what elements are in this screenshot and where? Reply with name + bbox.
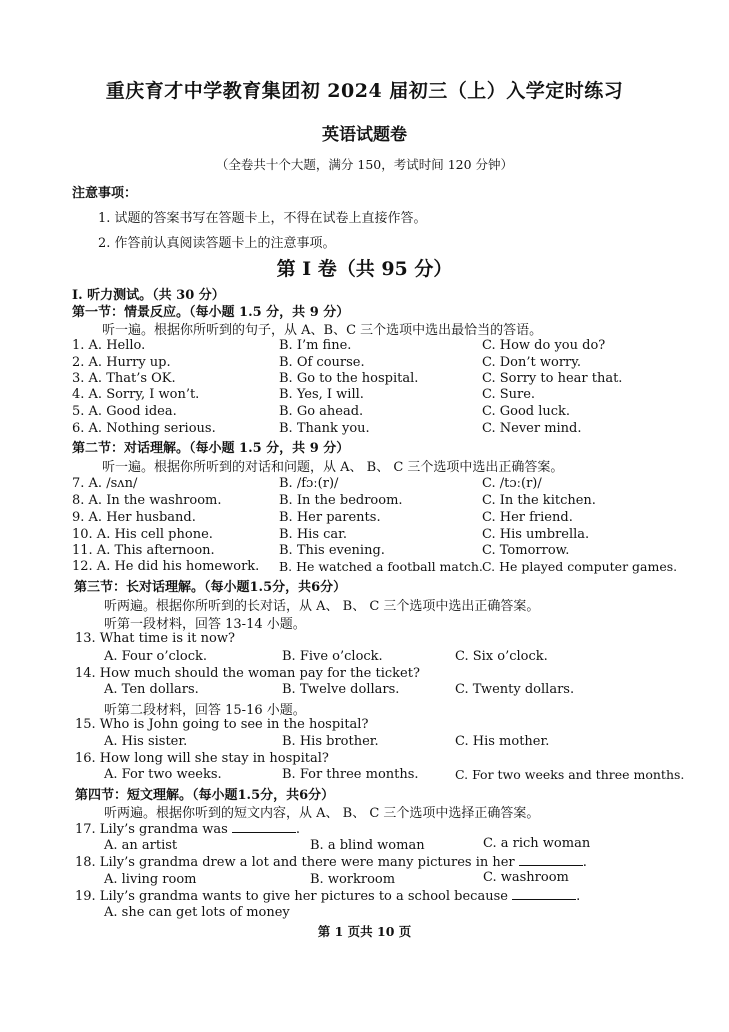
- s3-title: 第三节：长对话理解。（每小题1.5分，共6分）: [74, 580, 347, 595]
- option-b: B. Go to the hospital.: [279, 371, 419, 386]
- notice-item: 1. 试题的答案书写在答题卡上，不得在试卷上直接作答。: [98, 211, 427, 226]
- option-c: C. Six o’clock.: [455, 649, 548, 664]
- question-stem: 14. How much should the woman pay for the ticket?: [75, 666, 420, 681]
- option-b: B. Her parents.: [279, 510, 381, 525]
- option-b: B. In the bedroom.: [279, 493, 403, 508]
- option-c: C. He played computer games.: [482, 559, 678, 574]
- option-b: B. Five o’clock.: [282, 649, 383, 664]
- option-a: 5. A. Good idea.: [72, 404, 177, 419]
- option-c: C. In the kitchen.: [482, 493, 596, 508]
- option-a: 7. A. /sʌn/: [72, 476, 138, 491]
- option-a: A. living room: [104, 872, 197, 887]
- option-c: C. His mother.: [455, 734, 550, 749]
- option-a: 12. A. He did his homework.: [72, 559, 260, 574]
- option-a: 4. A. Sorry, I won’t.: [72, 387, 200, 402]
- option-b: B. Of course.: [279, 355, 365, 370]
- option-c: C. Her friend.: [482, 510, 573, 525]
- option-b: B. His car.: [279, 527, 348, 542]
- answer-blank: [519, 854, 583, 866]
- option-c: C. His umbrella.: [482, 527, 590, 542]
- answer-blank: [232, 821, 296, 833]
- question-stem: 13. What time is it now?: [75, 631, 235, 646]
- option-a: 2. A. Hurry up.: [72, 355, 171, 370]
- option-a: A. Four o’clock.: [104, 649, 208, 664]
- exam-title: 重庆育才中学教育集团初 2024 届初三（上）入学定时练习: [105, 80, 624, 102]
- question-stem: 16. How long will she stay in hospital?: [75, 751, 329, 766]
- notice-heading: 注意事项：: [72, 186, 138, 201]
- option-a: 11. A. This afternoon.: [72, 543, 215, 558]
- material-note: 听第二段材料，回答 15-16 小题。: [104, 703, 306, 718]
- s2-instruction: 听一遍。根据你所听到的对话和问题，从 A、 B、 C 三个选项中选出正确答案。: [102, 460, 564, 475]
- option-a: A. His sister.: [104, 734, 188, 749]
- stem-end: .: [576, 889, 581, 904]
- option-b: B. Twelve dollars.: [282, 682, 400, 697]
- option-b: B. For three months.: [282, 767, 419, 782]
- option-c: C. For two weeks and three months.: [455, 767, 685, 782]
- question-stem: [75, 854, 587, 870]
- option-a: 6. A. Nothing serious.: [72, 421, 216, 436]
- option-c: C. How do you do?: [482, 338, 606, 353]
- option-a: A. For two weeks.: [104, 767, 222, 782]
- s1-instruction: 听一遍。根据你所听到的句子，从 A、B、C 三个选项中选出最恰当的答语。: [102, 323, 543, 338]
- option-c: C. /tɔː(r)/: [482, 476, 542, 491]
- option-c: C. washroom: [483, 870, 569, 885]
- option-a: A. an artist: [104, 838, 178, 853]
- question-stem: [75, 821, 300, 837]
- notice-item: 2. 作答前认真阅读答题卡上的注意事项。: [98, 236, 336, 251]
- s2-title: 第二节：对话理解。（每小题 1.5 分，共 9 分）: [72, 441, 350, 456]
- question-stem: 15. Who is John going to see in the hospital?: [75, 717, 369, 732]
- answer-blank: [512, 888, 576, 900]
- option-a: 10. A. His cell phone.: [72, 527, 213, 542]
- stem-end: .: [295, 822, 301, 837]
- option-b: B. a blind woman: [310, 838, 425, 853]
- s4-instruction: 听两遍。根据你听到的短文内容，从 A、 B、 C 三个选项中选择正确答案。: [104, 806, 540, 821]
- option-c: C. Don’t worry.: [482, 355, 581, 370]
- score-info: （全卷共十个大题，满分 150，考试时间 120 分钟）: [215, 157, 514, 172]
- exam-subtitle: 英语试题卷: [322, 125, 407, 145]
- option-c: C. Tomorrow.: [482, 543, 570, 558]
- stem-text: 17. Lily’s grandma was: [75, 822, 228, 837]
- option-b: B. I’m fine.: [279, 338, 352, 353]
- option-a: 9. A. Her husband.: [72, 510, 196, 525]
- s3-instruction: 听两遍。根据你所听到的长对话，从 A、 B、 C 三个选项中选出正确答案。: [104, 599, 540, 614]
- option-a: A. Ten dollars.: [104, 682, 199, 697]
- option-a: A. she can get lots of money: [104, 905, 290, 920]
- option-c: C. a rich woman: [483, 836, 591, 851]
- section-listening: I. 听力测试。（共 30 分）: [72, 288, 225, 303]
- option-b: B. This evening.: [279, 543, 385, 558]
- option-c: C. Sorry to hear that.: [482, 371, 623, 386]
- option-a: 3. A. That’s OK.: [72, 371, 176, 386]
- option-c: C. Sure.: [482, 387, 536, 402]
- option-b: B. Yes, I will.: [279, 387, 364, 402]
- option-c: C. Good luck.: [482, 404, 571, 419]
- option-b: B. Thank you.: [279, 421, 370, 436]
- option-a: 1. A. Hello.: [72, 338, 146, 353]
- stem-text: 19. Lily’s grandma wants to give her pictures to a school because: [75, 889, 508, 904]
- page-footer: 第 1 页共 10 页: [317, 924, 412, 939]
- question-stem: [75, 888, 580, 904]
- option-c: C. Twenty dollars.: [455, 682, 575, 697]
- s4-title: 第四节：短文理解。（每小题1.5分，共6分）: [75, 788, 335, 803]
- part-title: 第 I 卷（共 95 分）: [276, 258, 453, 280]
- option-c: C. Never mind.: [482, 421, 582, 436]
- option-b: B. Go ahead.: [279, 404, 364, 419]
- option-b: B. workroom: [310, 872, 396, 887]
- option-b: B. He watched a football match.: [279, 559, 483, 574]
- stem-text: 18. Lily’s grandma drew a lot and there were many pictures in her: [75, 855, 515, 870]
- material-note: 听第一段材料，回答 13-14 小题。: [104, 617, 306, 632]
- option-b: B. /fɔː(r)/: [279, 476, 339, 491]
- option-a: 8. A. In the washroom.: [72, 493, 222, 508]
- s1-title: 第一节：情景反应。（每小题 1.5 分，共 9 分）: [72, 305, 350, 320]
- stem-end: .: [582, 855, 587, 870]
- option-b: B. His brother.: [282, 734, 379, 749]
